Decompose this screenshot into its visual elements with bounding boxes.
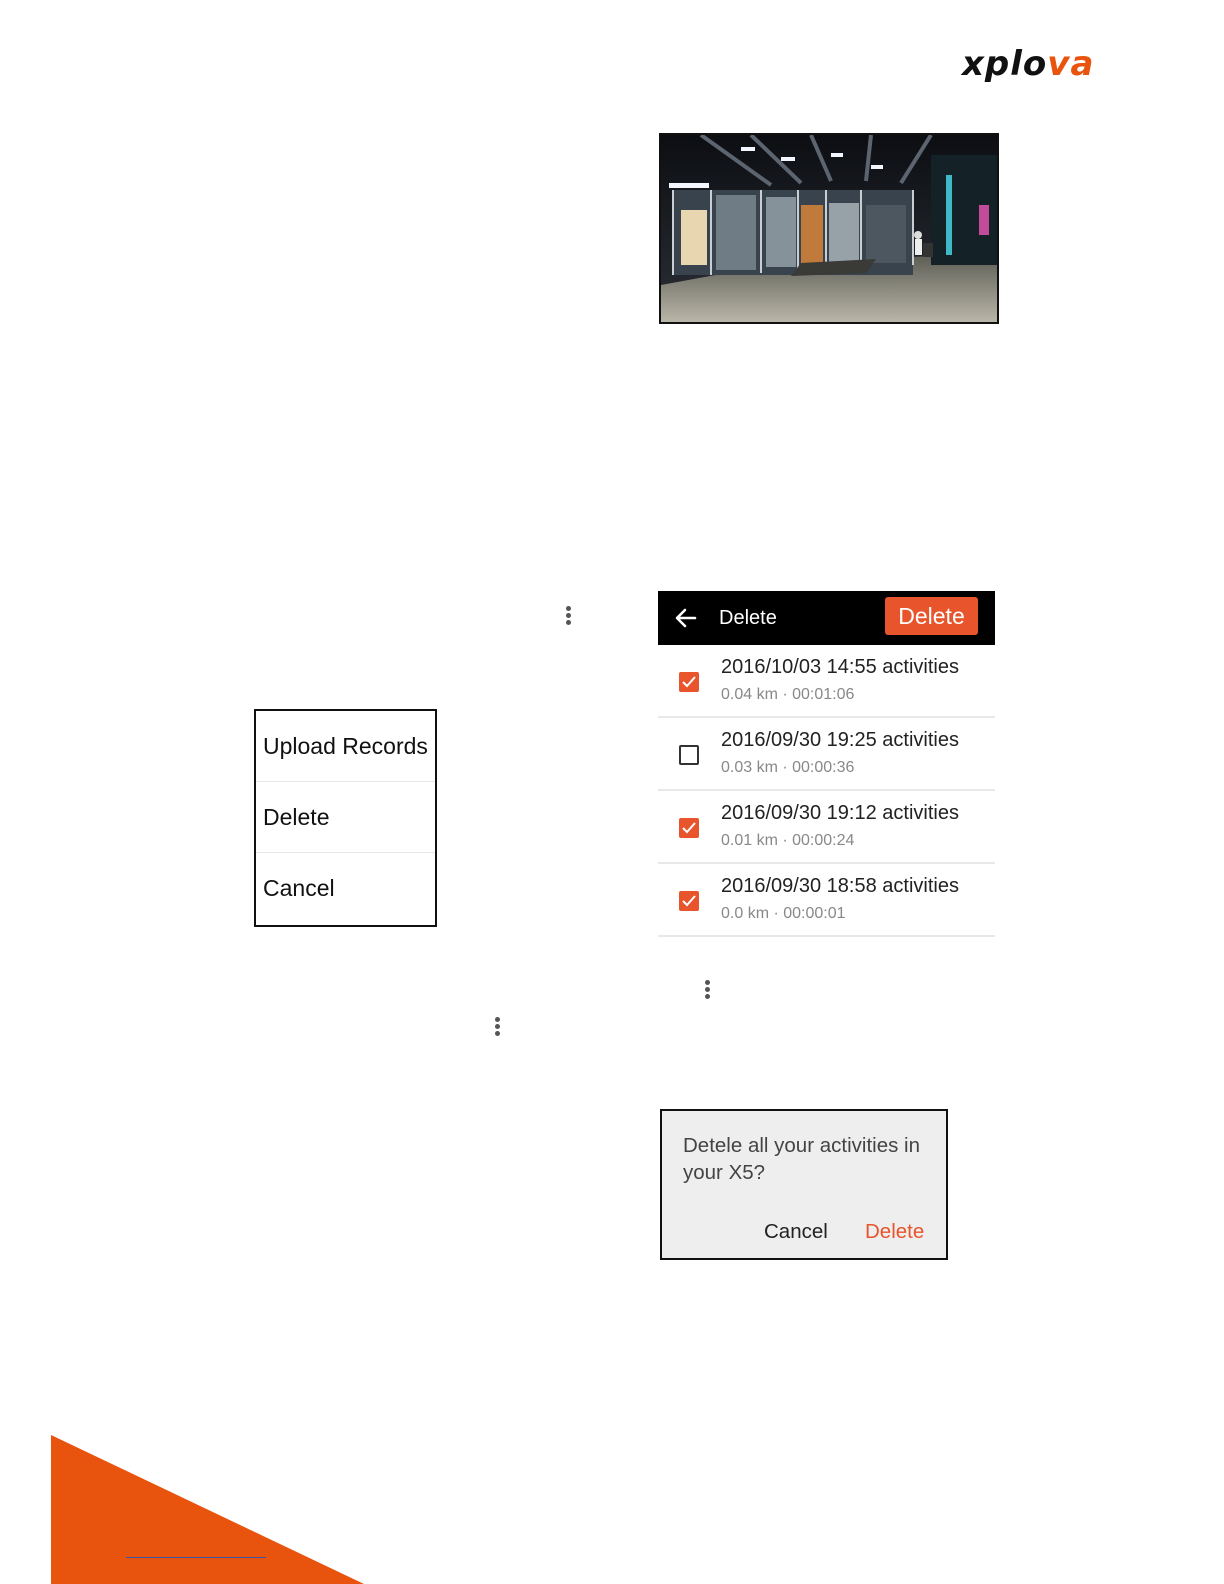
activity-title: 2016/09/30 18:58 activities: [721, 875, 959, 897]
check-icon: [681, 894, 697, 908]
menu-item-label: Cancel: [263, 875, 335, 901]
logo-text-main: xplo: [962, 44, 1048, 84]
checkbox-checked[interactable]: [679, 672, 699, 692]
checkbox-unchecked[interactable]: [679, 745, 699, 765]
menu-item-cancel[interactable]: [256, 853, 435, 924]
menu-item-delete[interactable]: [256, 782, 435, 853]
more-vertical-icon[interactable]: [563, 606, 573, 630]
activity-row[interactable]: [658, 718, 995, 791]
options-menu: [254, 709, 437, 927]
top-app-bar: [658, 591, 995, 645]
activity-title: 2016/10/03 14:55 activities: [721, 656, 959, 678]
checkbox-checked[interactable]: [679, 818, 699, 838]
activity-row[interactable]: [658, 645, 995, 718]
delete-button[interactable]: Delete: [885, 597, 978, 635]
checkbox-checked[interactable]: [679, 891, 699, 911]
lobby-photo-illustration: [661, 135, 997, 322]
confirm-delete-dialog: [660, 1109, 948, 1260]
more-vertical-icon[interactable]: [702, 980, 712, 1004]
activity-detail: 0.03 km · 00:00:36: [721, 759, 855, 776]
menu-item-label: Delete: [263, 803, 330, 830]
check-icon: [681, 821, 697, 835]
activity-row[interactable]: [658, 791, 995, 864]
check-icon: [681, 675, 697, 689]
logo-text-accent: va: [1047, 44, 1095, 84]
activity-detail: 0.01 km · 00:00:24: [721, 832, 855, 849]
menu-item-upload-records[interactable]: [256, 711, 435, 782]
dialog-message: Detele all your activities in your X5?: [683, 1134, 920, 1184]
activity-detail: 0.0 km · 00:00:01: [721, 905, 846, 922]
screen-title: Delete: [719, 606, 777, 629]
arrow-back-icon[interactable]: [673, 605, 699, 631]
delete-activities-screen: [658, 591, 995, 939]
activity-row[interactable]: [658, 864, 995, 937]
activity-detail: 0.04 km · 00:01:06: [721, 686, 855, 703]
dialog-delete-button[interactable]: Delete: [865, 1220, 925, 1243]
lobby-photo: [659, 133, 999, 324]
more-vertical-icon[interactable]: [492, 1017, 502, 1041]
activity-title: 2016/09/30 19:12 activities: [721, 802, 959, 824]
footer-link-underline: [126, 1557, 266, 1558]
brand-logo: [962, 44, 1094, 84]
activity-title: 2016/09/30 19:25 activities: [721, 729, 959, 751]
dialog-cancel-button[interactable]: Cancel: [764, 1220, 828, 1243]
menu-item-label: Upload Records: [263, 732, 428, 759]
